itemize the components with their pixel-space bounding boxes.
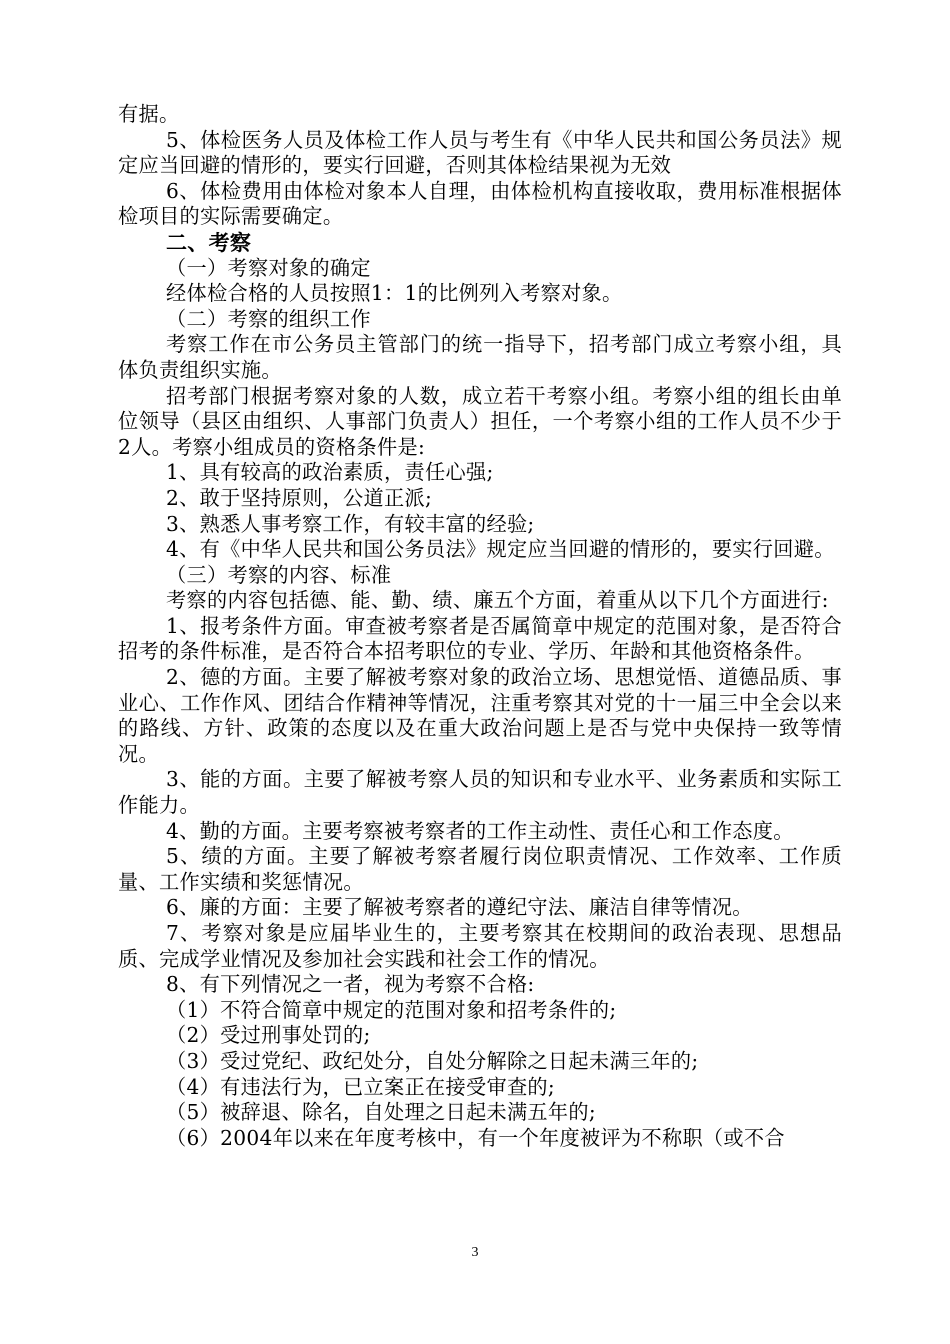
paragraph: 招考部门根据考察对象的人数，成立若干考察小组。考察小组的组长由单位领导（县区由组织、人事部门负责人）担任，一个考察小组的工作人员不少于2人。考察小组成员的资格条件是: [118,383,842,459]
paragraph: 3、能的方面。主要了解被考察人员的知识和专业水平、业务素质和实际工作能力。 [118,767,842,818]
paragraph: （5）被辞退、除名，自处理之日起未满五年的; [166,1100,596,1125]
page-number: 3 [471,1245,479,1260]
paragraph: 1、报考条件方面。审查被考察者是否属简章中规定的范围对象，是否符合招考的条件标准，是否符合本招考职位的专业、学历、年龄和其他资格条件。 [118,613,842,664]
paragraph: 6、体检费用由体检对象本人自理，由体检机构直接收取，费用标准根据体检项目的实际需要确定。 [118,178,842,229]
paragraph: （一）考察对象的确定 [166,255,371,280]
paragraph: 7、考察对象是应届毕业生的，主要考察其在校期间的政治表现、思想品质、完成学业情况及参加社会实践和社会工作的情况。 [118,921,842,971]
paragraph: （二）考察的组织工作 [166,306,371,331]
paragraph: （4）有违法行为，已立案正在接受审查的; [166,1074,556,1099]
paragraph: （1）不符合简章中规定的范围对象和招考条件的; [166,997,617,1022]
paragraph: （3）受过党纪、政纪处分，自处分解除之日起未满三年的; [166,1048,699,1073]
paragraph: 经体检合格的人员按照1：1的比例列入考察对象。 [166,281,623,306]
document-page [118,102,842,1151]
paragraph: 6、廉的方面：主要了解被考察者的遵纪守法、廉洁自律等情况。 [166,895,753,920]
paragraph: 5、体检医务人员及体检工作人员与考生有《中华人民共和国公务员法》规定应当回避的情形的，要实行回避，否则其体检结果视为无效 [118,127,842,178]
paragraph: 1、具有较高的政治素质，责任心强; [166,460,494,485]
paragraph: 2、敢于坚持原则，公道正派; [166,485,433,510]
paragraph: 4、勤的方面。主要考察被考察者的工作主动性、责任心和工作态度。 [166,818,794,843]
paragraph: （三）考察的内容、标准 [166,562,392,587]
paragraph: （6）2004年以来在年度考核中，有一个年度被评为不称职（或不合 [166,1125,785,1150]
paragraph: （2）受过刑事处罚的; [166,1023,371,1048]
paragraph: 4、有《中华人民共和国公务员法》规定应当回避的情形的，要实行回避。 [166,537,835,562]
paragraph: 3、熟悉人事考察工作，有较丰富的经验; [166,511,535,536]
section-heading: 二、考察 [166,229,252,255]
paragraph: 5、绩的方面。主要了解被考察者履行岗位职责情况、工作效率、工作质量、工作实绩和奖惩情况。 [118,844,842,894]
paragraph: 2、德的方面。主要了解被考察对象的政治立场、思想觉悟、道德品质、事业心、工作作风、团结合作精神等情况，注重考察其对党的十一届三中全会以来的路线、方针、政策的态度以及在重大政治问题上是否与党中央保持一致等情况。 [118,665,842,766]
paragraph: 考察的内容包括德、能、勤、绩、廉五个方面，着重从以下几个方面进行: [166,588,829,613]
paragraph: 考察工作在市公务员主管部门的统一指导下，招考部门成立考察小组，具体负责组织实施。 [118,332,842,382]
paragraph: 8、有下列情况之一者，视为考察不合格: [166,972,535,997]
paragraph: 有据。 [118,102,180,126]
